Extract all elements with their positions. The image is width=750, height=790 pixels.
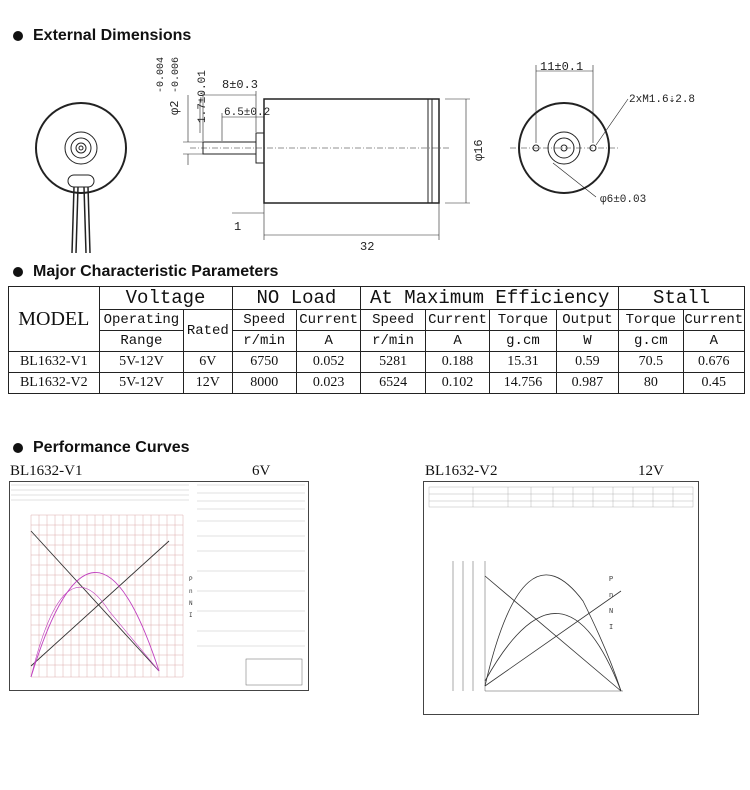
header-me-torque: Torque [490,310,556,331]
cell-nl-current: 0.052 [296,352,360,373]
header-voltage: Voltage [99,287,232,310]
cell-rated: 12V [184,373,232,394]
unit-st-torque: g.cm [619,331,683,352]
v2-legend-n: n [609,592,614,600]
cell-range: 5V-12V [99,373,184,394]
header-rated: Rated [184,310,232,352]
v1-legend-i: I [189,612,193,619]
unit-nl-speed: r/min [232,331,296,352]
dim-shaft-diameter: φ2 [168,100,182,115]
v1-legend-N: N [189,600,193,607]
cell-me-current: 0.102 [425,373,489,394]
header-me-current: Current [425,310,489,331]
section-bullet [13,267,23,277]
cell-me-torque: 14.756 [490,373,556,394]
unit-me-speed: r/min [361,331,425,352]
header-stall: Stall [619,287,745,310]
unit-me-output: W [556,331,618,352]
v2-legend-i: I [609,624,614,632]
section-bullet [13,31,23,41]
header-me-output: Output [556,310,618,331]
section-title-performance: Performance Curves [33,439,190,456]
header-model: MODEL [9,287,100,352]
cell-rated: 6V [184,352,232,373]
dim-body-length: 32 [360,240,375,254]
cell-nl-speed: 6750 [232,352,296,373]
v2-model-label: BL1632-V2 [425,463,498,479]
dim-screw-holes: 2xM1.6⇣2.8 [629,94,696,106]
header-operating: Operating [99,310,184,331]
header-no-load: NO Load [232,287,361,310]
left-end-view [36,103,126,253]
dim-step: 1 [234,220,242,234]
table-row [9,352,745,373]
v1-model-label: BL1632-V1 [10,463,83,479]
v2-voltage-label: 12V [638,463,664,479]
cell-me-speed: 5281 [361,352,425,373]
dim-flange-length: 1.7±0.01 [197,70,209,123]
cell-nl-speed: 8000 [232,373,296,394]
cell-model: BL1632-V1 [9,352,100,373]
v2-performance-chart [423,481,699,715]
section-title-external: External Dimensions [33,27,192,44]
header-st-current: Current [683,310,744,331]
v2-legend-p: P [609,576,614,584]
cell-model: BL1632-V2 [9,373,100,394]
cell-me-current: 0.188 [425,352,489,373]
unit-me-torque: g.cm [490,331,556,352]
parameters-table [8,286,745,394]
dim-hole-spacing: 11±0.1 [540,60,584,74]
cell-nl-current: 0.023 [296,373,360,394]
right-end-view [510,65,628,197]
unit-st-current: A [683,331,744,352]
header-me-speed: Speed [361,310,425,331]
dim-shaft-length: 8±0.3 [222,78,259,92]
cell-me-output: 0.987 [556,373,618,394]
header-nl-speed: Speed [232,310,296,331]
cell-st-torque: 70.5 [619,352,683,373]
v1-legend-n: n [189,588,193,595]
header-range: Range [99,331,184,352]
dim-boss-length: 6.5±0.2 [224,107,271,119]
unit-me-current: A [425,331,489,352]
v1-voltage-label: 6V [252,463,271,479]
external-dimensions-drawing [0,55,750,260]
v1-performance-chart [9,481,309,691]
section-title-major: Major Characteristic Parameters [33,263,279,280]
cell-me-speed: 6524 [361,373,425,394]
header-nl-current: Current [296,310,360,331]
v1-legend-p: P [189,576,193,583]
cell-st-torque: 80 [619,373,683,394]
cell-me-output: 0.59 [556,352,618,373]
cell-me-torque: 15.31 [490,352,556,373]
dim-shaft-tol-lower: -0.006 [171,56,182,93]
dim-body-diameter: φ16 [472,139,486,161]
v2-legend-N: N [609,608,614,616]
cell-range: 5V-12V [99,352,184,373]
cell-st-current: 0.676 [683,352,744,373]
dim-shaft-tol-upper: -0.004 [156,56,167,93]
header-st-torque: Torque [619,310,683,331]
unit-nl-current: A [296,331,360,352]
section-bullet [13,443,23,453]
cell-st-current: 0.45 [683,373,744,394]
header-max-efficiency: At Maximum Efficiency [361,287,619,310]
dim-boss-diameter: φ6±0.03 [600,194,647,206]
table-row [9,373,745,394]
